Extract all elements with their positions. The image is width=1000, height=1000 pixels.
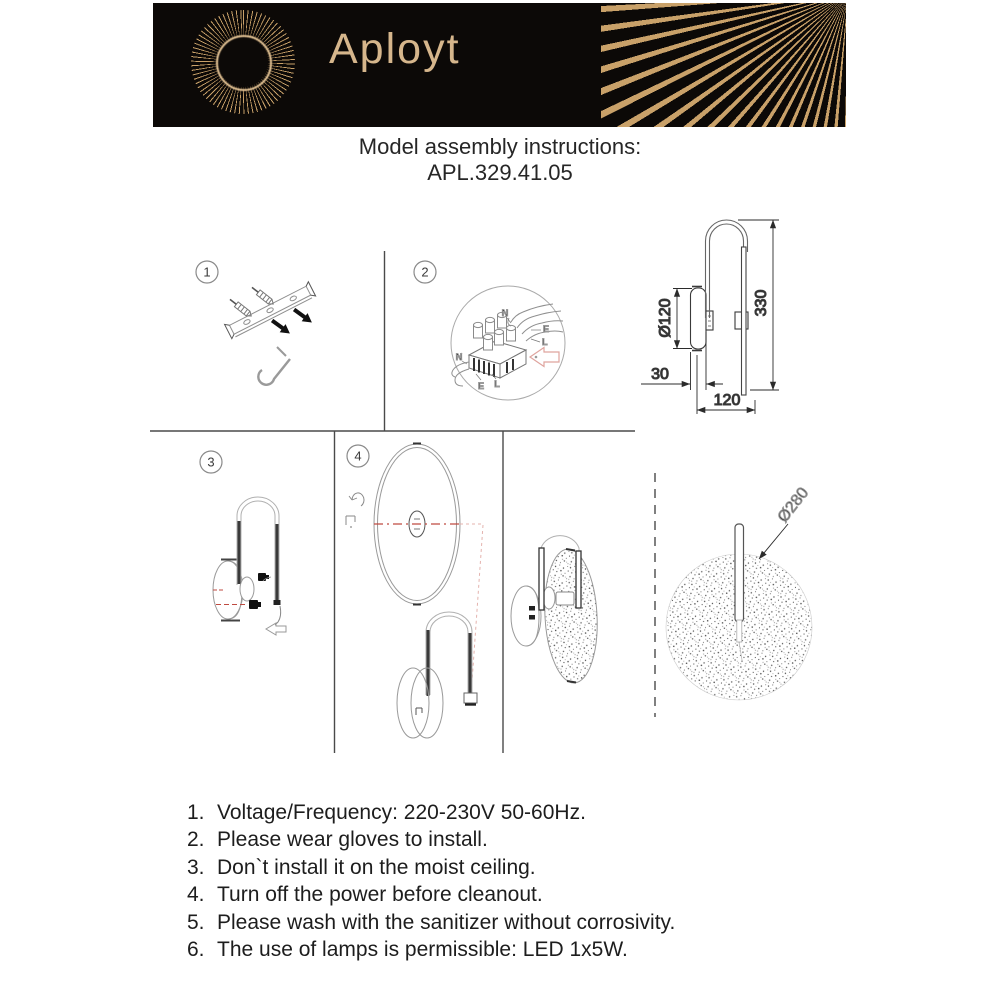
svg-text:N: N bbox=[455, 352, 463, 362]
allen-key-icon bbox=[258, 347, 290, 385]
svg-text:L: L bbox=[494, 379, 500, 389]
dimension-drawing bbox=[641, 220, 779, 414]
svg-text:E: E bbox=[477, 381, 485, 391]
panel2-wiring-diagram bbox=[451, 286, 565, 400]
svg-text:4: 4 bbox=[354, 448, 362, 464]
item-number: 4. bbox=[187, 883, 205, 907]
instruction-item bbox=[150, 854, 870, 881]
instruction-item bbox=[150, 799, 870, 826]
item-number: 6. bbox=[187, 938, 205, 962]
instruction-item bbox=[150, 936, 870, 963]
model-number: APL.329.41.05 bbox=[427, 160, 573, 185]
rotate-icon bbox=[346, 493, 364, 528]
disc-detail-view bbox=[666, 484, 812, 700]
instruction-item bbox=[150, 826, 870, 853]
step-number-3 bbox=[200, 451, 222, 473]
item-number: 5. bbox=[187, 910, 205, 934]
item-text: Turn off the power before cleanout. bbox=[217, 883, 543, 907]
svg-text:3: 3 bbox=[207, 454, 215, 470]
step-number-1 bbox=[196, 261, 218, 283]
item-text: Please wash with the sanitizer without corrosivity. bbox=[217, 910, 676, 934]
panel1-bracket-diagram bbox=[225, 282, 316, 385]
instruction-item bbox=[150, 881, 870, 908]
svg-text:Ø120: Ø120 bbox=[657, 298, 674, 338]
instruction-list bbox=[150, 799, 870, 963]
push-direction-arrow bbox=[530, 348, 559, 367]
svg-text:E: E bbox=[543, 324, 550, 334]
item-number: 1. bbox=[187, 801, 205, 824]
item-text: Voltage/Frequency: 220-230V 50-60Hz. bbox=[217, 801, 586, 824]
svg-text:1: 1 bbox=[203, 264, 211, 280]
assembled-lamp-view bbox=[511, 536, 600, 685]
svg-text:30: 30 bbox=[651, 366, 669, 383]
svg-text:Ø280: Ø280 bbox=[774, 484, 813, 526]
item-text: Please wear gloves to install. bbox=[217, 828, 488, 852]
item-text: Don`t install it on the moist ceiling. bbox=[217, 855, 536, 879]
step-number-4 bbox=[347, 445, 369, 467]
svg-text:2: 2 bbox=[421, 264, 429, 280]
panel3-mounting-diagram bbox=[213, 497, 286, 635]
svg-text:120: 120 bbox=[713, 392, 741, 409]
step-number-2 bbox=[414, 261, 436, 283]
svg-text:330: 330 bbox=[753, 289, 770, 317]
panel4-ring-diagram bbox=[346, 444, 483, 739]
item-number: 2. bbox=[187, 828, 205, 852]
item-text: The use of lamps is permissible: LED 1x5W. bbox=[217, 938, 628, 962]
instruction-item bbox=[150, 909, 870, 936]
svg-text:L: L bbox=[542, 337, 548, 347]
page-title: Model assembly instructions: bbox=[358, 134, 642, 159]
insert-arrow bbox=[269, 316, 293, 337]
brand-wordmark: Aployt bbox=[329, 25, 461, 73]
svg-text:N: N bbox=[501, 308, 509, 318]
insert-arrow bbox=[291, 305, 315, 326]
item-number: 3. bbox=[187, 855, 205, 879]
slide-arrow bbox=[266, 623, 286, 635]
